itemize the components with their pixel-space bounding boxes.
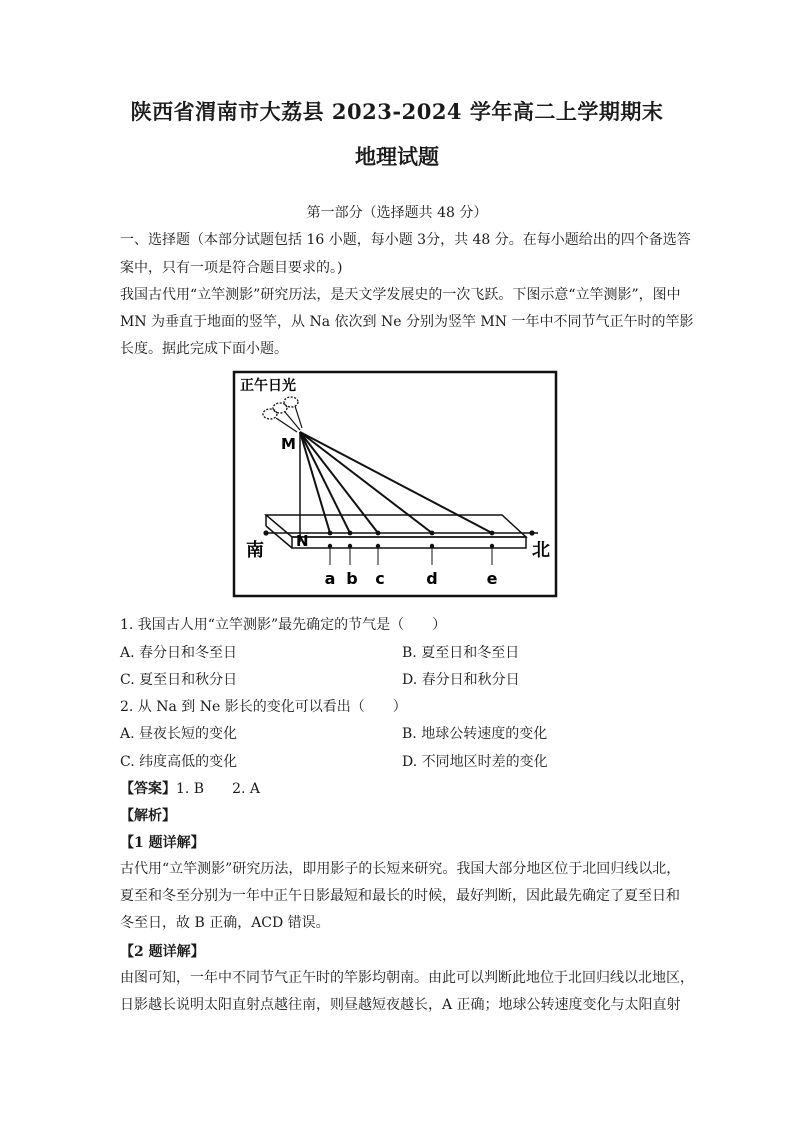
question-1-option-c: C. 夏至日和秋分日 (120, 672, 238, 688)
q1-detail-line-1: 古代用“立竿测影”研究历法，即用影子的长短来研究。我国大部分地区位于北回归线以北， (120, 861, 681, 877)
question-2-option-b: B. 地球公转速度的变化 (402, 726, 548, 742)
question-2-option-d: D. 不同地区时差的变化 (402, 754, 548, 770)
document-title: 陕西省渭南市大荔县 2023-2024 学年高二上学期期末 (130, 99, 664, 124)
sun-icon (263, 397, 298, 419)
answer-label: 【答案】 (120, 781, 176, 797)
q1-detail-line-3: 冬至日，故 B 正确，ACD 错误。 (120, 915, 330, 931)
answer-text: 1. B 2. A (176, 781, 261, 797)
q2-detail-line-1: 由图可知，一年中不同节气正午时的竿影均朝南。由此可以判断此地位于北回归线以北地区， (120, 970, 694, 986)
q1-detail-line-2: 夏至和冬至分别为一年中正午日影最短和最长的时候，最好判断，因此最先确定了夏至日和 (120, 888, 680, 904)
point-label-b: b (346, 569, 358, 588)
label-north: 北 (532, 540, 550, 561)
sunlight-label: 正午日光 (240, 378, 296, 394)
q1-detail-label: 【1 题详解】 (120, 835, 205, 851)
intro-line-1: 我国古代用“立竿测影”研究历法，是天文学发展史的一次飞跃。下图示意“立竿测影”，图中 (120, 287, 681, 303)
question-2-stem: 2. 从 Na 到 Ne 影长的变化可以看出（ ） (120, 699, 407, 715)
question-1-option-b: B. 夏至日和冬至日 (402, 645, 520, 661)
sun-rays (276, 406, 302, 432)
axis-end-south (263, 530, 268, 535)
label-south: 南 (246, 540, 264, 561)
document-subtitle: 地理试题 (355, 144, 439, 169)
point-label-a: a (324, 569, 336, 588)
answer-line (120, 778, 260, 798)
shadow-lines (300, 432, 492, 533)
label-n: N (296, 532, 309, 550)
axis-end-north (529, 530, 534, 535)
figure-frame (234, 372, 556, 596)
q2-detail-line-2: 日影越长说明太阳直射点越往南，则昼越短夜越长，A 正确；地球公转速度变化与太阳直射 (120, 997, 681, 1013)
question-1-stem: 1. 我国古人用“立竿测影”最先确定的节气是（ ） (120, 617, 447, 633)
section-header: 第一部分（选择题共 48 分） (306, 205, 488, 221)
point-label-c: c (375, 569, 385, 588)
point-label-e: e (486, 569, 498, 588)
figure-svg (232, 370, 558, 598)
q2-detail-label: 【2 题详解】 (120, 944, 205, 960)
label-m: M (281, 435, 296, 453)
question-1-option-d: D. 春分日和秋分日 (402, 672, 520, 688)
intro-line-3: 长度。据此完成下面小题。 (120, 341, 288, 357)
label-leaders (330, 546, 492, 565)
pole-shadow-figure (232, 370, 558, 598)
question-1-option-a: A. 春分日和冬至日 (120, 645, 238, 661)
instructions-line-1: 一、选择题（本部分试题包括 16 小题，每小题 3分，共 48 分。在每小题给出的四个备选答 (120, 232, 691, 248)
analysis-label: 【解析】 (120, 808, 176, 824)
question-2-option-c: C. 纬度高低的变化 (120, 754, 238, 770)
instructions-line-2: 案中，只有一项是符合题目要求的。) (120, 260, 343, 276)
question-2-option-a: A. 昼夜长短的变化 (120, 726, 238, 742)
intro-line-2: MN 为垂直于地面的竖竿，从 Na 依次到 Ne 分别为竖竿 MN 一年中不同节气正午时的竿影 (120, 314, 694, 330)
point-label-d: d (426, 569, 438, 588)
